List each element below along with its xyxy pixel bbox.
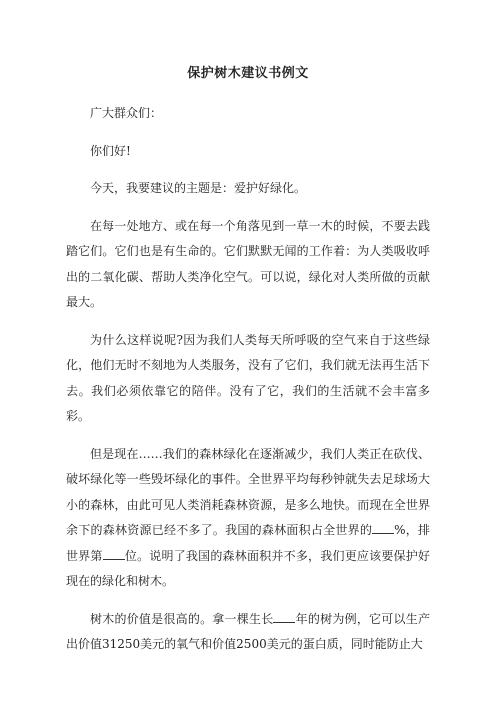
paragraph-3: 为什么这样说呢?因为我们人类每天所呼吸的空气来自于这些绿化，他们无时不刻地为人类服务，没有了它们，我们就无法再生活下去。我们必须依靠它的陪伴。没有了它，我们的生活就不会丰富多彩。 [66,332,430,423]
paragraph-4-part-a: 但是现在……我们的森林绿化在逐渐减少，我们人类正在砍伐、破坏绿化等一些毁坏绿化的事件。全世界平均每秒钟就失去足球场大小的森林，由此可见人类消耗森林资源，是多么地快。而现在全世界余下的森林资源已经不多了。我国的森林面积占全世界的 [66,446,430,537]
greeting: 广大群众们： [90,106,163,120]
document-title: 保护树木建议书例文 [187,66,309,81]
hello-line: 你们好! [90,143,131,158]
paragraph-5 [66,607,430,658]
blank-rank [103,547,125,560]
paragraph-4-part-c: 位。说明了我国的森林面积并不多，我们更应该要保护好现在的绿化和树木。 [66,548,430,588]
paragraph-4-part-b: %，排世界第 [66,523,430,563]
blank-percent [372,521,394,534]
paragraph-5-part-b: 年的树为例，它可以生产出价值31250美元的氧气和价值2500美元的蛋白质，同时能防止大 [66,611,430,651]
paragraph-5-part-a: 树木的价值是很高的。拿一棵生长 [90,611,274,626]
blank-years [273,610,295,623]
paragraph-4 [66,442,430,595]
paragraph-2: 在每一处地方、或在每一个角落见到一草一木的时候，不要去践踏它们。它们也是有生命的。它们默默无闻的工作着：为人类吸收呼出的二氧化碳、帮助人类净化空气。可以说，绿化对人类所做的贡献最大。 [66,218,430,309]
paragraph-1: 今天，我要建议的主题是：爱护好绿化。 [90,181,307,195]
